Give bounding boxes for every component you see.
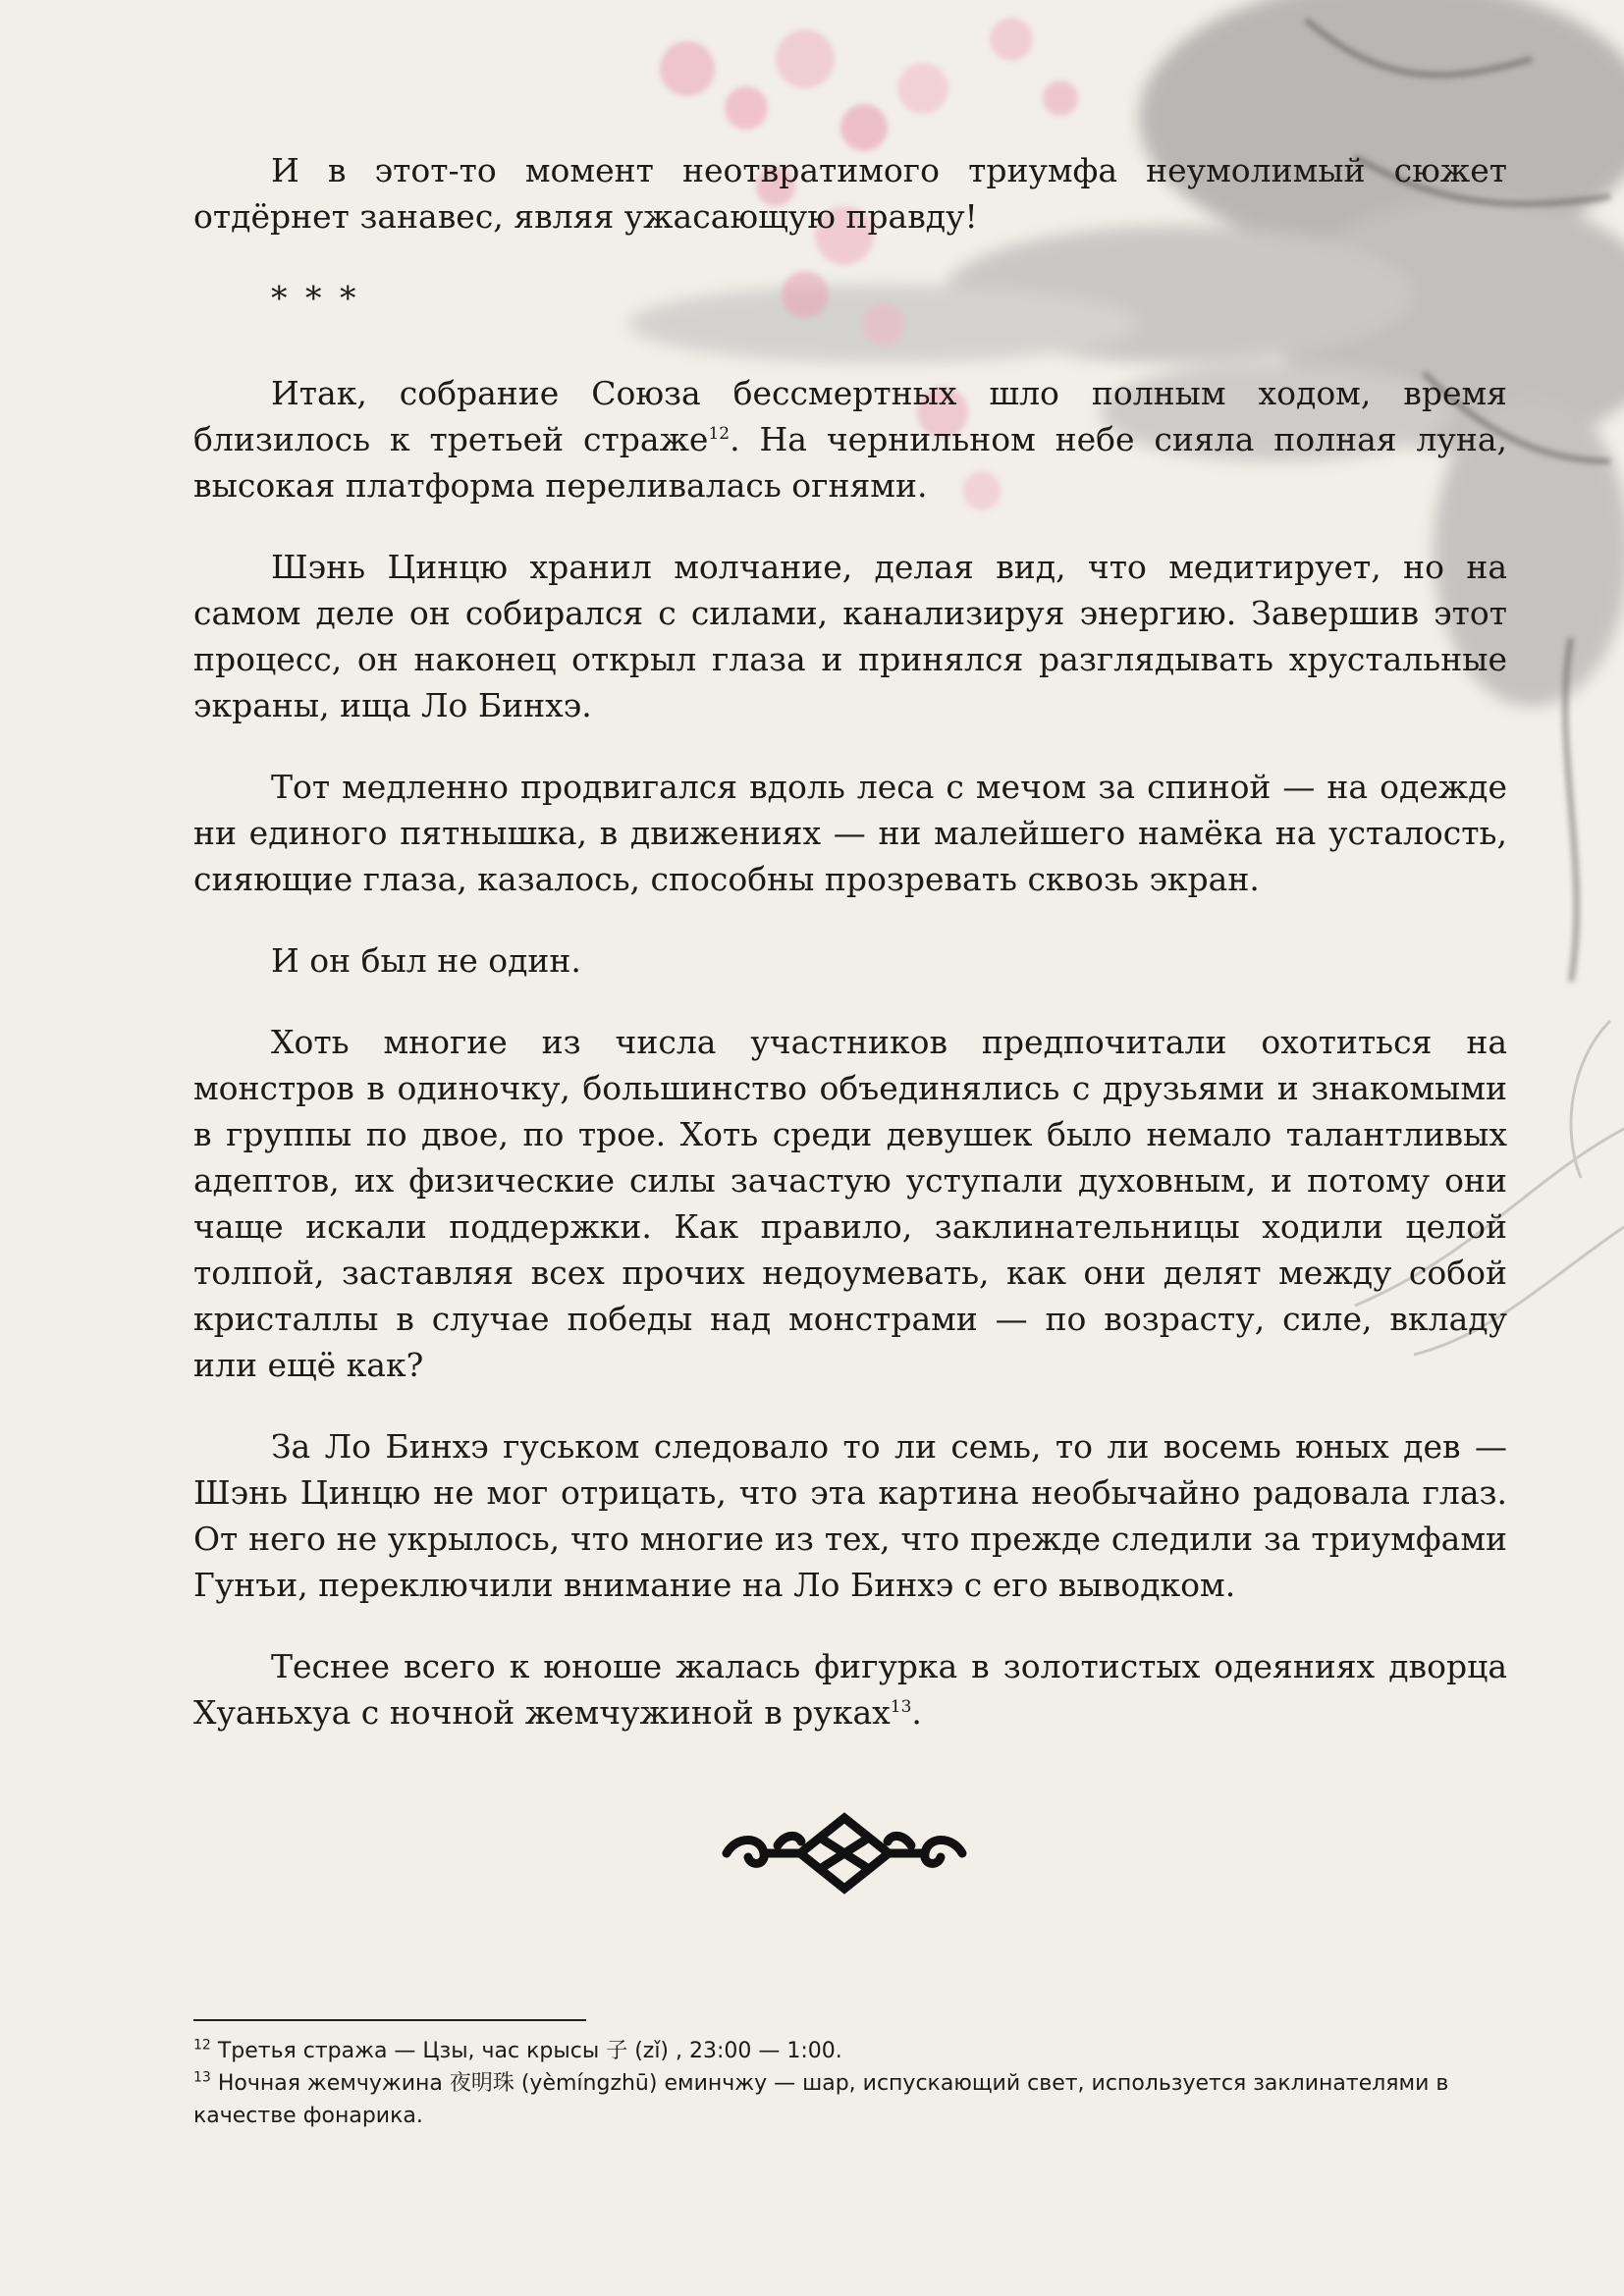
chapter-body xyxy=(193,147,1507,1771)
paragraph: Итак, собрание Союза бессмертных шло полным ходом, время близилось к третьей страже$^{12}$. На чернильном небе сияла полная луна, высокая платформа переливалась огнями. xyxy=(193,374,1507,505)
paragraph: Шэнь Цинцю хранил молчание, делая вид, что медитирует, но на самом деле он собирался с силами, канализируя энергию. Завершив этот процесс, он наконец открыл глаза и принялся разглядывать хрустальные экраны, ища Ло Бинхэ. xyxy=(193,548,1507,724)
footnote: $^{12}$ Третья стража — Цзы, час крысы 子 (zǐ) , 23:00 — 1:00. xyxy=(193,2037,842,2063)
paragraph: И он был не один. xyxy=(271,941,581,980)
knot-ornament xyxy=(707,1806,982,1895)
footnote-ref[interactable]: 12 xyxy=(708,424,731,444)
paragraph: И в этот-то момент неотвратимого триумфа неумолимый сюжет отдёрнет занавес, являя ужасающую правду! xyxy=(193,151,1507,236)
paragraph: Теснее всего к юноше жалась фигурка в золотистых одеяниях дворца Хуаньхуа с ночной жемчужиной в руках$^{13}$. xyxy=(193,1647,1507,1732)
paragraph: Хоть многие из числа участников предпочитали охотиться на монстров в одиночку, большинство объединялись с друзьями и знакомыми в группы по двое, по трое. Хоть среди девушек было немало талантливых адептов, их физические силы зачастую уступали духовным, и потому они чаще искали поддержки. Как правило, заклинательницы ходили целой толпой, заставляя всех прочих недоумевать, как они делят между собой кристаллы в случае победы над монстрами — по возрасту, силе, вкладу или ещё как? xyxy=(193,1023,1507,1384)
paragraph: Тот медленно продвигался вдоль леса с мечом за спиной — на одежде ни единого пятнышка, в движениях — ни малейшего намёка на усталость, сияющие глаза, казалось, способны прозревать сквозь экран. xyxy=(193,768,1507,898)
section-separator: * * * xyxy=(271,279,360,317)
footnote: $^{13}$ Ночная жемчужина 夜明珠 (yèmíngzhū) еминчжу — шар, испускающий свет, используется заклинателями в качестве фонарика. xyxy=(193,2069,1449,2128)
paragraph: За Ло Бинхэ гуськом следовало то ли семь, то ли восемь юных дев — Шэнь Цинцю не мог отрицать, что эта картина необычайно радовала глаз. От него не укрылось, что многие из тех, что прежде следили за триумфами Гунъи, переключили внимание на Ло Бинхэ с его выводком. xyxy=(193,1427,1507,1604)
footnotes xyxy=(193,2035,1507,2132)
footnote-divider xyxy=(193,2019,586,2021)
footnote-ref[interactable]: 13 xyxy=(890,1697,912,1717)
